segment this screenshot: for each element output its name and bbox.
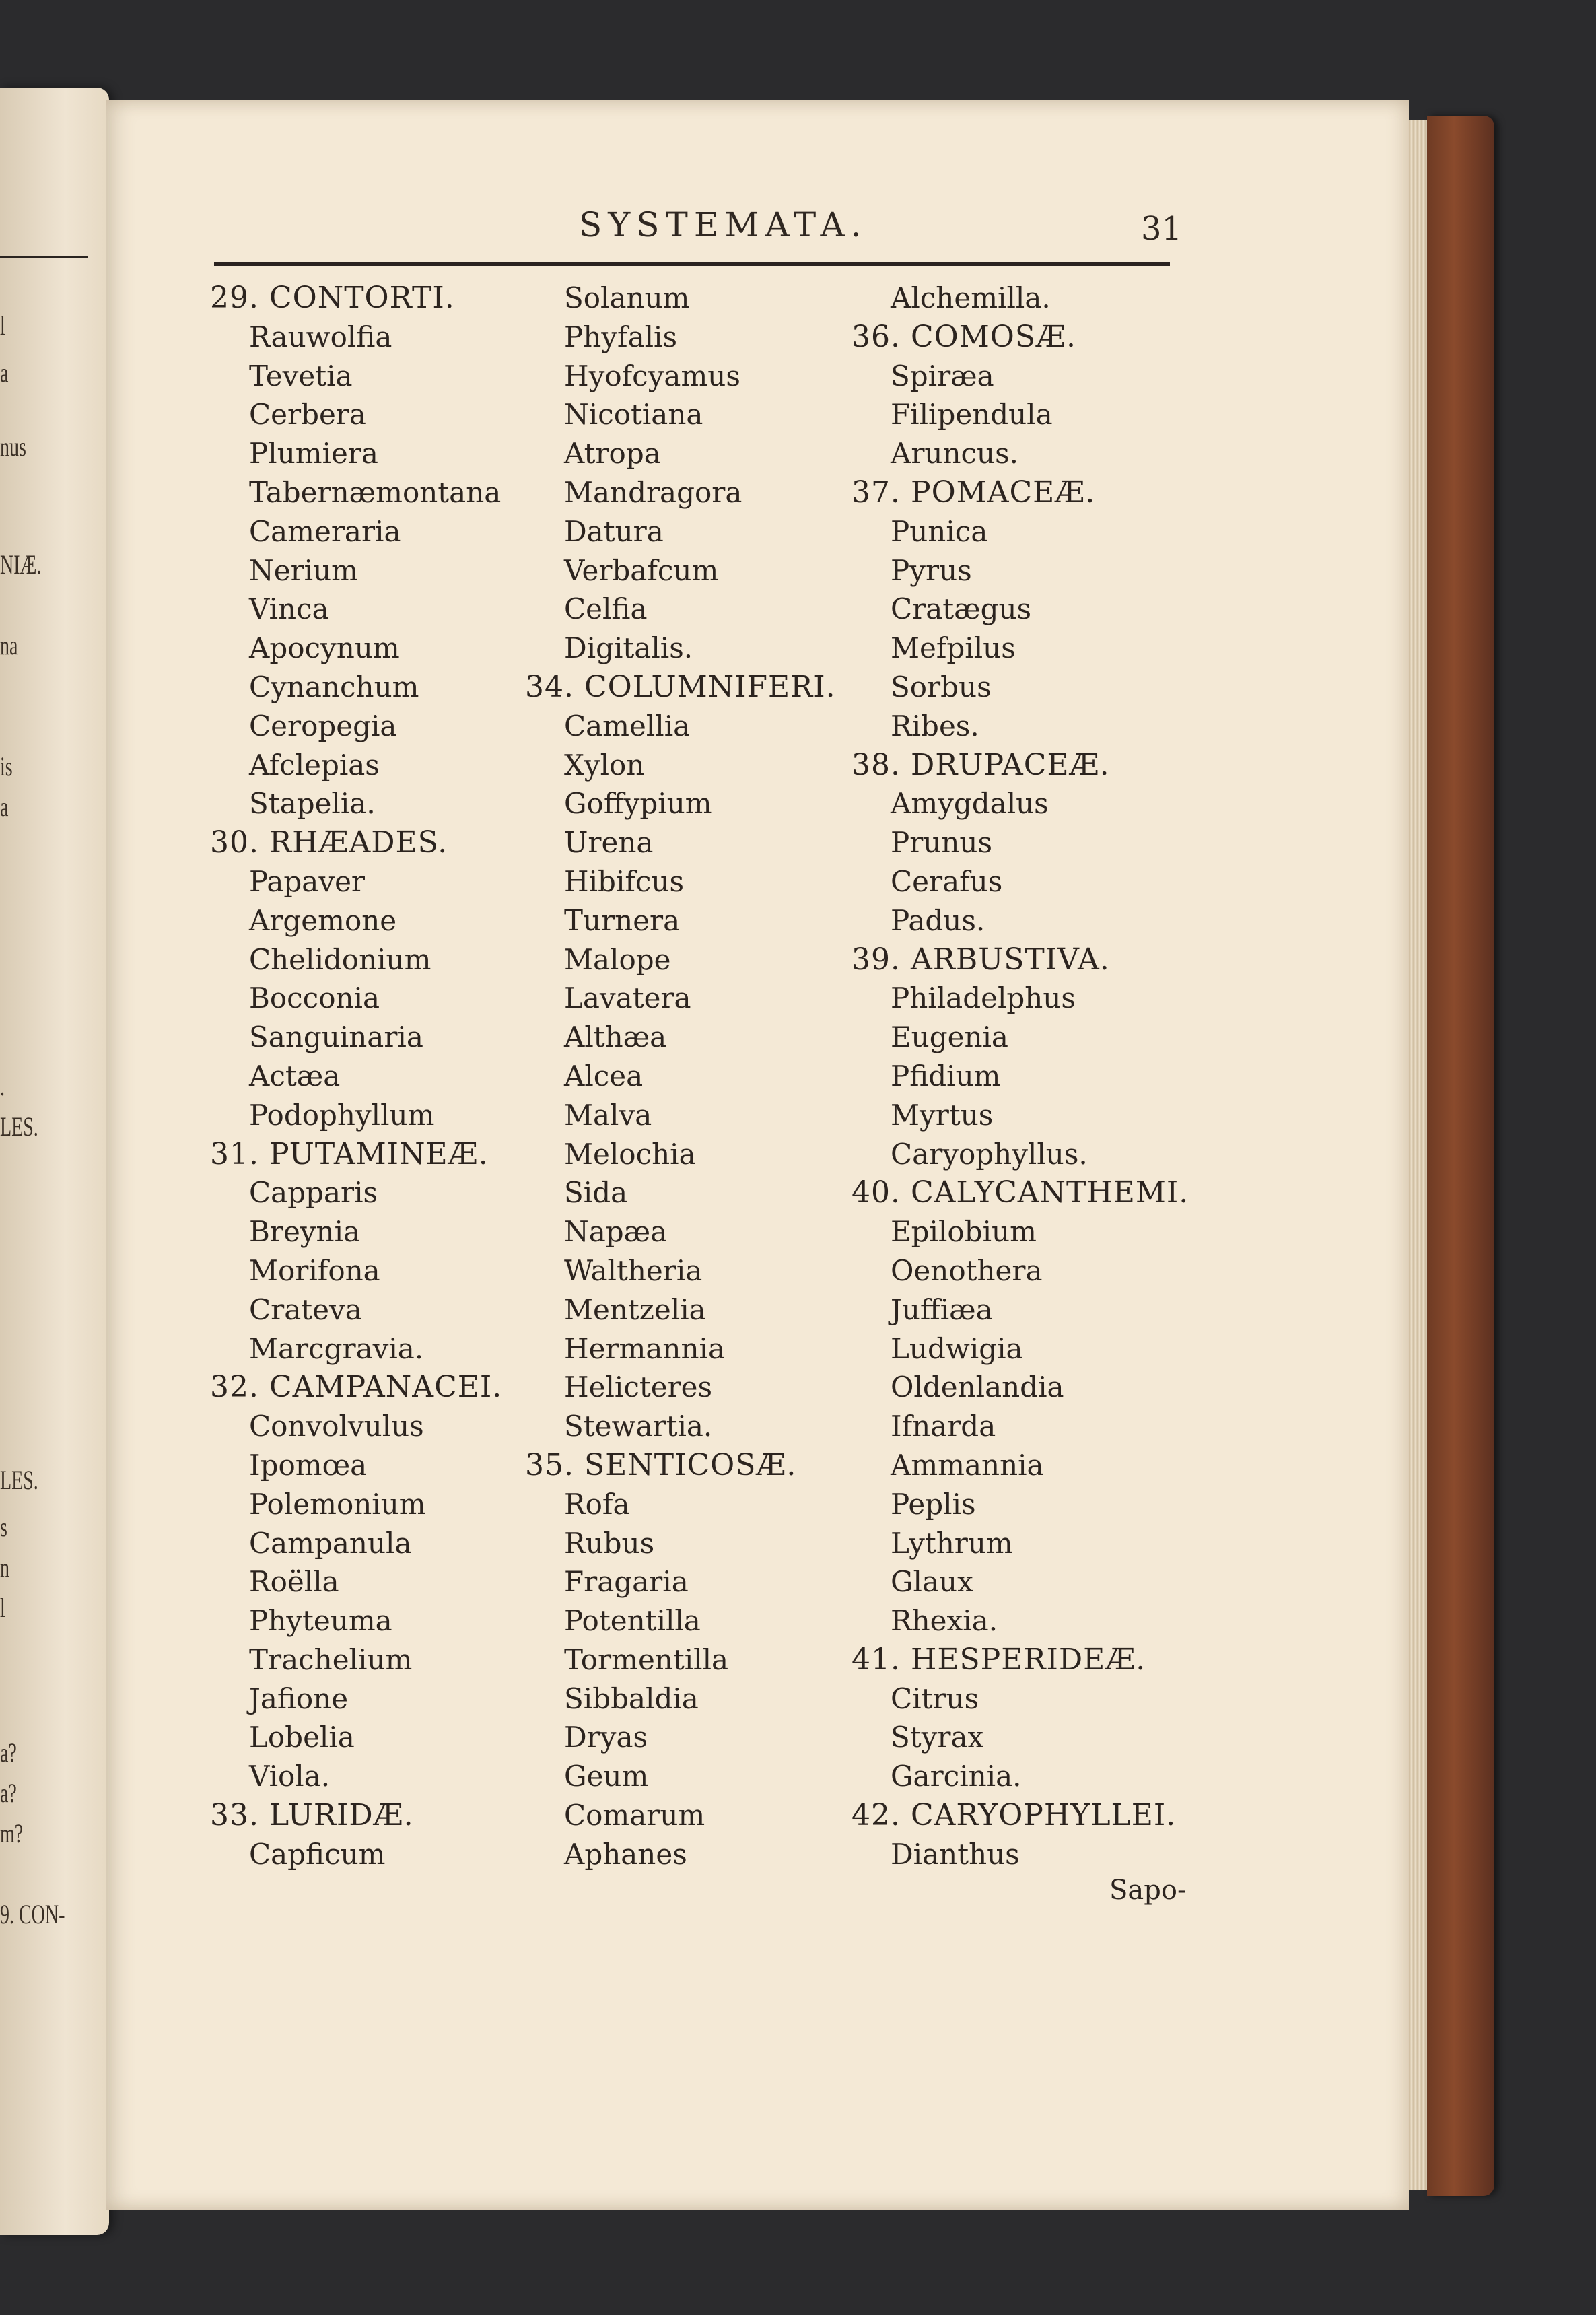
genus-entry: Atropa — [564, 437, 661, 471]
family-heading: 37. POMACEÆ. — [852, 475, 1096, 510]
catchword: Sapo- — [1109, 1875, 1187, 1906]
genus-entry: Amygdalus — [891, 787, 1049, 821]
genus-entry: Viola. — [249, 1760, 331, 1793]
genus-entry: Phyteuma — [249, 1604, 392, 1638]
family-heading: 41. HESPERIDEÆ. — [852, 1642, 1146, 1677]
family-heading: 30. RHÆADES. — [210, 825, 448, 860]
genus-entry: Ifnarda — [891, 1410, 996, 1443]
genus-entry: Digitalis. — [564, 631, 693, 665]
family-heading: 40. CALYCANTHEMI. — [852, 1175, 1189, 1210]
genus-entry: Stapelia. — [249, 787, 376, 821]
facing-page-fragment: NIÆ. — [0, 549, 42, 580]
column-3 — [852, 279, 1189, 1874]
genus-entry: Mentzelia — [564, 1292, 706, 1326]
genus-entry: Cratægus — [891, 592, 1032, 626]
genus-entry: Fragaria — [564, 1565, 689, 1599]
facing-page — [0, 88, 109, 2235]
genus-entry: Philadelphus — [891, 981, 1076, 1015]
facing-page-fragment: l — [0, 1593, 5, 1623]
genus-entry: Solanum — [564, 281, 690, 314]
genus-entry: Sibbaldia — [564, 1682, 699, 1715]
genus-entry: Nerium — [249, 553, 358, 587]
genus-entry: Nicotiana — [564, 398, 703, 431]
genus-entry: Mefpilus — [891, 631, 1016, 665]
genus-entry: Myrtus — [891, 1098, 994, 1132]
genus-entry: Tormentilla — [564, 1643, 729, 1676]
family-heading: 38. DRUPACEÆ. — [852, 747, 1110, 782]
genus-entry: Dryas — [564, 1721, 648, 1754]
facing-page-fragment: l — [0, 310, 5, 341]
genus-entry: Juffiæa — [891, 1292, 993, 1326]
family-heading: 34. COLUMNIFERI. — [525, 669, 836, 704]
facing-page-fragment: n — [0, 1552, 9, 1583]
genus-entry: Eugenia — [891, 1021, 1008, 1054]
genus-entry: Datura — [564, 514, 664, 548]
genus-entry: Apocynum — [249, 631, 400, 665]
genus-entry: Plumiera — [249, 437, 378, 471]
family-heading: 36. COMOSÆ. — [852, 319, 1076, 354]
genus-entry: Hibifcus — [564, 864, 685, 898]
genus-entry: Tevetia — [249, 359, 353, 392]
genus-entry: Rauwolfia — [249, 320, 392, 353]
genus-entry: Sanguinaria — [249, 1021, 423, 1054]
facing-page-fragment: . — [0, 1071, 5, 1101]
genus-entry: Hyofcyamus — [564, 359, 740, 392]
genus-entry: Lavatera — [564, 981, 691, 1015]
family-heading: 29. CONTORTI. — [210, 281, 455, 315]
facing-page-fragment: nus — [0, 431, 26, 462]
genus-entry: Ribes. — [891, 709, 979, 742]
genus-entry: Goffypium — [564, 787, 712, 821]
genus-entry: Geum — [564, 1760, 649, 1793]
facing-page-rule — [0, 256, 88, 258]
facing-page-fragment: na — [0, 630, 18, 660]
genus-entry: Roëlla — [249, 1565, 339, 1599]
genus-entry: Tabernæmontana — [249, 475, 501, 509]
genus-entry: Glaux — [891, 1565, 973, 1599]
facing-page-fragment: 9. CON- — [0, 1899, 65, 1929]
column-2 — [525, 279, 836, 1874]
genus-entry: Garcinia. — [891, 1760, 1022, 1793]
family-heading: 35. SENTICOSÆ. — [525, 1447, 797, 1482]
genus-entry: Afclepias — [249, 748, 380, 782]
genus-entry: Polemonium — [249, 1487, 426, 1521]
genus-entry: Padus. — [891, 903, 985, 937]
genus-entry: Spiræa — [891, 359, 994, 392]
genus-entry: Melochia — [564, 1137, 696, 1171]
family-heading: 42. CARYOPHYLLEI. — [852, 1798, 1177, 1833]
family-heading: 39. ARBUSTIVA. — [852, 942, 1110, 977]
genus-entry: Trachelium — [249, 1643, 413, 1676]
genus-entry: Citrus — [891, 1682, 979, 1715]
facing-page-fragment: a? — [0, 1778, 17, 1808]
facing-page-fragment: LES. — [0, 1465, 38, 1495]
genus-entry: Marcgravia. — [249, 1332, 424, 1365]
facing-page-fragment: a — [0, 792, 9, 822]
genus-entry: Cerafus — [891, 864, 1003, 898]
genus-entry: Camellia — [564, 709, 691, 742]
book-cover — [1427, 116, 1494, 2196]
family-heading: 33. LURIDÆ. — [210, 1798, 414, 1833]
facing-page-fragment: s — [0, 1512, 7, 1542]
genus-entry: Alcea — [564, 1059, 644, 1093]
genus-entry: Rhexia. — [891, 1604, 998, 1638]
facing-page-fragment: LES. — [0, 1111, 38, 1142]
facing-page-fragment: a — [0, 357, 9, 388]
genus-entry: Pfidium — [891, 1059, 1001, 1093]
genus-entry: Oldenlandia — [891, 1371, 1064, 1404]
genus-entry: Verbafcum — [564, 553, 719, 587]
genus-entry: Campanula — [249, 1526, 412, 1560]
genus-entry: Phyfalis — [564, 320, 678, 353]
genus-entry: Turnera — [564, 903, 681, 937]
column-1 — [210, 279, 502, 1874]
genus-entry: Capficum — [249, 1837, 386, 1871]
genus-entry: Peplis — [891, 1487, 976, 1521]
family-heading: 31. PUTAMINEÆ. — [210, 1136, 489, 1171]
genus-entry: Malope — [564, 942, 671, 976]
facing-page-fragment: m? — [0, 1818, 24, 1848]
facing-page-fragment: a? — [0, 1737, 17, 1768]
genus-entry: Actæa — [249, 1059, 341, 1093]
genus-entry: Pyrus — [891, 553, 972, 587]
genus-entry: Dianthus — [891, 1837, 1020, 1871]
genus-entry: Podophyllum — [249, 1098, 435, 1132]
genus-entry: Cerbera — [249, 398, 366, 431]
genus-entry: Alchemilla. — [891, 281, 1051, 314]
facing-page-fragment: is — [0, 751, 13, 782]
genus-entry: Sorbus — [891, 670, 992, 703]
genus-entry: Caryophyllus. — [891, 1137, 1088, 1171]
genus-entry: Argemone — [249, 903, 397, 937]
genus-entry: Waltheria — [564, 1253, 703, 1287]
genus-entry: Ipomœa — [249, 1448, 368, 1482]
page-number: 31 — [1141, 210, 1183, 248]
genus-entry: Chelidonium — [249, 942, 431, 976]
genus-entry: Crateva — [249, 1292, 362, 1326]
genus-entry: Vinca — [249, 592, 329, 626]
genus-entry: Aruncus. — [891, 437, 1018, 471]
genus-entry: Xylon — [564, 748, 645, 782]
genus-entry: Hermannia — [564, 1332, 725, 1365]
genus-entry: Morifona — [249, 1253, 380, 1287]
genus-entry: Aphanes — [564, 1837, 687, 1871]
genus-entry: Punica — [891, 514, 988, 548]
genus-entry: Styrax — [891, 1721, 984, 1754]
genus-entry: Ammannia — [891, 1448, 1044, 1482]
genus-entry: Mandragora — [564, 475, 742, 509]
genus-entry: Celfia — [564, 592, 648, 626]
genus-entry: Althæa — [564, 1021, 667, 1054]
genus-entry: Prunus — [891, 826, 993, 860]
genus-entry: Bocconia — [249, 981, 380, 1015]
genus-entry: Convolvulus — [249, 1410, 424, 1443]
header-rule — [214, 262, 1170, 266]
genus-entry: Epilobium — [891, 1215, 1037, 1249]
genus-entry: Rofa — [564, 1487, 630, 1521]
genus-entry: Oenothera — [891, 1253, 1043, 1287]
genus-entry: Cynanchum — [249, 670, 419, 703]
genus-entry: Breynia — [249, 1215, 361, 1249]
running-head: SYSTEMATA. — [579, 205, 868, 244]
genus-entry: Jafione — [249, 1682, 349, 1715]
genus-entry: Lythrum — [891, 1526, 1013, 1560]
genus-entry: Ludwigia — [891, 1332, 1023, 1365]
genus-entry: Malva — [564, 1098, 652, 1132]
family-heading: 32. CAMPANACEI. — [210, 1370, 503, 1405]
genus-entry: Sida — [564, 1176, 628, 1210]
genus-entry: Napæa — [564, 1215, 668, 1249]
genus-entry: Capparis — [249, 1176, 378, 1210]
genus-entry: Filipendula — [891, 398, 1053, 431]
genus-entry: Stewartia. — [564, 1410, 713, 1443]
genus-entry: Helicteres — [564, 1371, 713, 1404]
genus-entry: Urena — [564, 826, 654, 860]
genus-entry: Papaver — [249, 864, 365, 898]
genus-entry: Rubus — [564, 1526, 655, 1560]
genus-entry: Lobelia — [249, 1721, 355, 1754]
genus-entry: Comarum — [564, 1799, 705, 1832]
genus-entry: Ceropegia — [249, 709, 397, 742]
genus-entry: Potentilla — [564, 1604, 701, 1638]
genus-entry: Cameraria — [249, 514, 401, 548]
